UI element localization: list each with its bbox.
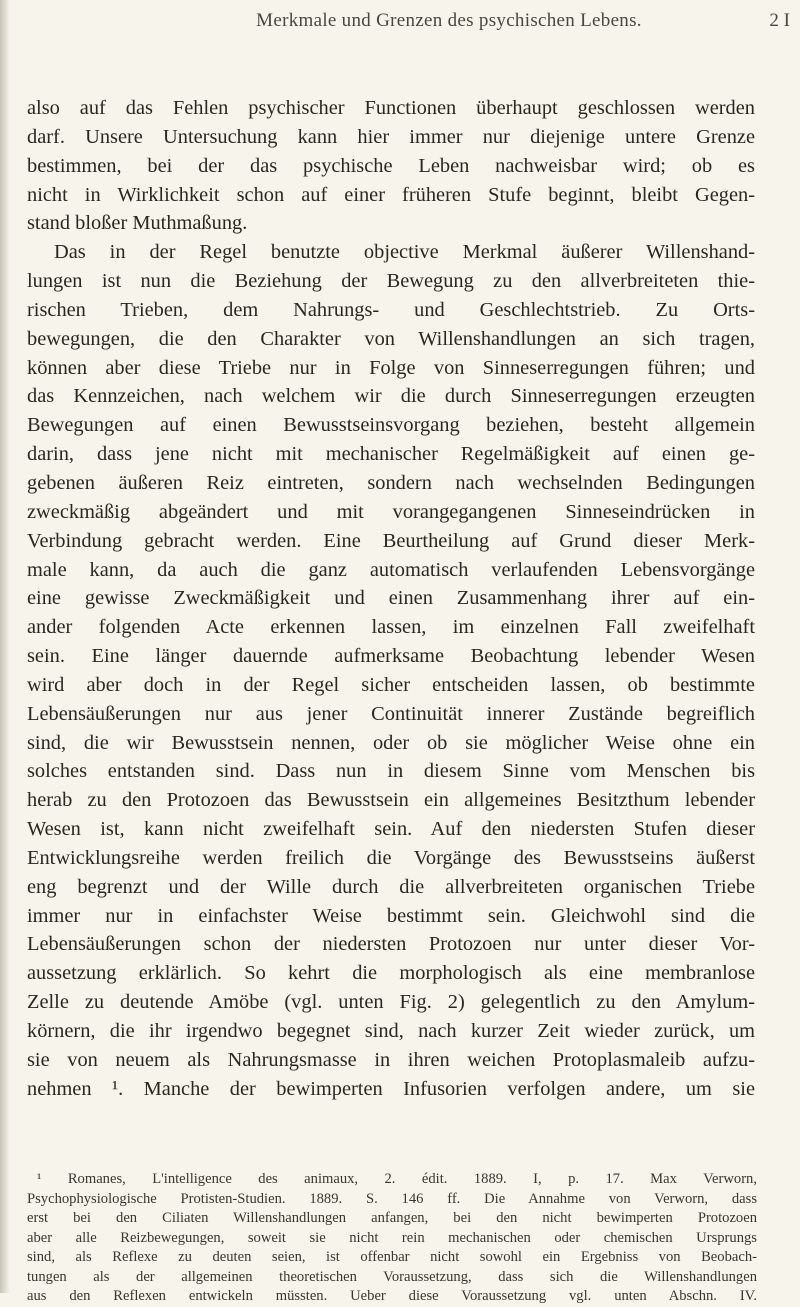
footnote-line: tungen als der allgemeinen theoretischen Voraussetzung, dass sich die Willenshandlungen xyxy=(27,1268,757,1285)
footnotes xyxy=(27,1170,757,1307)
text-line: gebenen äußeren Reiz eintreten, sondern nach wechselnden Bedingungen xyxy=(27,471,755,494)
text-line: sind, die wir Bewusstsein nennen, oder ob sie möglicher Weise ohne ein xyxy=(27,731,755,754)
text-line: Verbindung gebracht werden. Eine Beurtheilung auf Grund dieser Merk- xyxy=(27,529,755,552)
text-line: das Kennzeichen, nach welchem wir die durch Sinneserregungen erzeugten xyxy=(27,385,755,408)
footnote-line: ¹ Romanes, L'intelligence des animaux, 2. édit. 1889. I, p. 17. Max Verworn, xyxy=(37,1171,757,1187)
text-line: darf. Unsere Untersuchung kann hier immer nur diejenige untere Grenze xyxy=(27,125,755,148)
running-title: Merkmale und Grenzen des psychischen Lebens. xyxy=(256,10,642,31)
text-line: wird aber doch in der Regel sicher entscheiden lassen, ob bestimmte xyxy=(27,673,755,696)
footnote-line: Psychophysiologische Protisten-Studien. 1889. S. 146 ff. Die Annahme von Verworn, dass xyxy=(27,1190,757,1207)
text-line: nehmen ¹. Manche der bewimperten Infusorien verfolgen andere, um sie xyxy=(27,1077,755,1100)
text-line: rischen Trieben, dem Nahrungs- und Geschlechtstrieb. Zu Orts- xyxy=(27,298,755,321)
text-line: bewegungen, die den Charakter von Willenshandlungen an sich tragen, xyxy=(27,327,755,350)
text-line: Das in der Regel benutzte objective Merkmal äußerer Willenshand- xyxy=(54,241,755,264)
text-line: Bewegungen auf einen Bewusstseinsvorgang beziehen, besteht allgemein xyxy=(27,414,755,437)
footnote-line: aber alle Reizbewegungen, soweit sie nicht rein mechanischen oder chemischen Ursprungs xyxy=(27,1229,757,1246)
footnote-line: erst bei den Ciliaten Willenshandlungen anfangen, bei den nicht bewimperten Protozoen xyxy=(27,1210,757,1226)
text-line: immer nur in einfachster Weise bestimmt sein. Gleichwohl sind die xyxy=(27,904,755,927)
text-line: stand bloßer Muthmaßung. xyxy=(27,212,248,235)
text-line: eng begrenzt und der Wille durch die allverbreiteten organischen Triebe xyxy=(27,875,755,898)
text-line: darin, dass jene nicht mit mechanischer Regelmäßigkeit auf einen ge- xyxy=(27,443,755,466)
text-line: aussetzung erklärlich. So kehrt die morphologisch als eine membranlose xyxy=(27,962,755,985)
text-line: lungen ist nun die Beziehung der Bewegung zu den allverbreiteten thie- xyxy=(27,270,755,293)
text-line: herab zu den Protozoen das Bewusstsein ein allgemeines Besitzthum lebender xyxy=(27,789,755,812)
text-line: Lebensäußerungen nur aus jener Continuität innerer Zustände begreiflich xyxy=(27,702,755,725)
running-header xyxy=(108,10,790,38)
text-line: Entwicklungsreihe werden freilich die Vorgänge des Bewusstseins äußerst xyxy=(27,846,755,869)
text-line: sie von neuem als Nahrungsmasse in ihren weichen Protoplasmaleib aufzu- xyxy=(27,1048,755,1071)
page-number: 2 I xyxy=(769,10,790,31)
text-line: male kann, da auch die ganz automatisch verlaufenden Lebensvorgänge xyxy=(27,558,755,581)
text-line: Zelle zu deutende Amöbe (vgl. unten Fig. 2) gelegentlich zu den Amylum- xyxy=(27,991,755,1014)
body-text xyxy=(27,94,755,1104)
text-line: zweckmäßig abgeändert und mit vorangegangenen Sinneseindrücken in xyxy=(27,500,755,523)
text-line: solches entstanden sind. Dass nun in diesem Sinne vom Menschen bis xyxy=(27,760,755,783)
text-line: eine gewisse Zweckmäßigkeit und einen Zusammenhang ihrer auf ein- xyxy=(27,587,755,610)
text-line: können aber diese Triebe nur in Folge von Sinneserregungen führen; und xyxy=(27,356,755,379)
text-line: ander folgenden Acte erkennen lassen, im einzelnen Fall zweifelhaft xyxy=(27,616,755,639)
text-line: Lebensäußerungen schon der niedersten Protozoen nur unter dieser Vor- xyxy=(27,933,755,956)
footnote-line: sind, als Reflexe zu deuten seien, ist offenbar nicht sowohl ein Ergebniss von Beobach- xyxy=(27,1249,757,1265)
text-line: bestimmen, bei der das psychische Leben nachweisbar wird; ob es xyxy=(27,154,755,177)
text-line: nicht in Wirklichkeit schon auf einer früheren Stufe beginnt, bleibt Gegen- xyxy=(27,183,755,206)
footnote-line: aus den Reflexen entwickeln müssten. Ueber diese Voraussetzung vgl. unten Abschn. IV. xyxy=(27,1288,757,1304)
text-line: körnern, die ihr irgendwo begegnet sind, nach kurzer Zeit wieder zurück, um xyxy=(27,1020,755,1042)
text-line: sein. Eine länger dauernde aufmerksame Beobachtung lebender Wesen xyxy=(27,645,755,668)
text-line: Wesen ist, kann nicht zweifelhaft sein. Auf den niedersten Stufen dieser xyxy=(27,818,755,841)
text-line: also auf das Fehlen psychischer Functionen überhaupt geschlossen werden xyxy=(27,97,755,119)
page-edge-shadow xyxy=(0,0,10,1293)
